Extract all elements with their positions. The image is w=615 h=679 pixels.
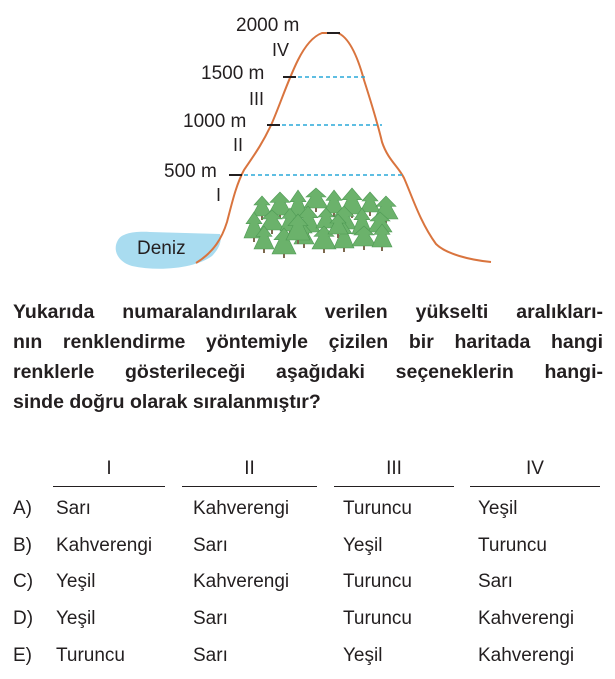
option-b-cell-iv: Turuncu — [478, 535, 547, 556]
question-line: renklerle gösterileceği aşağıdaki seçeneklerin hangi- — [13, 361, 603, 383]
option-a-cell-ii: Kahverengi — [193, 498, 290, 519]
sea-label: Deniz — [137, 238, 186, 259]
column-header-iii: III — [386, 458, 402, 479]
column-header-iv: IV — [526, 458, 544, 479]
option-b-cell-ii: Sarı — [193, 535, 228, 556]
question-line: nın renklendirme yöntemiyle çizilen bir haritada hangi — [13, 331, 603, 353]
option-d-cell-i: Yeşil — [56, 608, 96, 629]
option-c-cell-ii: Kahverengi — [193, 571, 290, 592]
option-letter-c[interactable]: C) — [13, 571, 34, 592]
elevation-label-500: 500 m — [164, 161, 217, 182]
option-c-cell-i: Yeşil — [56, 571, 96, 592]
option-letter-d[interactable]: D) — [13, 608, 34, 629]
option-a-cell-i: Sarı — [56, 498, 91, 519]
option-c-cell-iv: Sarı — [478, 571, 513, 592]
option-d-cell-iii: Turuncu — [343, 608, 412, 629]
option-e-cell-iv: Kahverengi — [478, 645, 575, 666]
option-d-cell-ii: Sarı — [193, 608, 228, 629]
option-letter-e[interactable]: E) — [13, 645, 32, 666]
question-line: Yukarıda numaralandırılarak verilen yükselti aralıkları- — [13, 301, 603, 323]
elevation-label-2000: 2000 m — [236, 15, 300, 36]
column-header-ii: II — [244, 458, 255, 479]
question-text — [13, 297, 603, 417]
option-b-cell-i: Kahverengi — [56, 535, 153, 556]
header-rule — [53, 486, 165, 487]
option-e-cell-i: Turuncu — [56, 645, 125, 666]
elevation-label-1000: 1000 m — [183, 111, 247, 132]
option-a-cell-iii: Turuncu — [343, 498, 412, 519]
option-d-cell-iv: Kahverengi — [478, 608, 575, 629]
elevation-label-1500: 1500 m — [201, 63, 265, 84]
zone-label-iv: IV — [272, 40, 290, 60]
option-e-cell-ii: Sarı — [193, 645, 228, 666]
question-line: sinde doğru olarak sıralanmıştır? — [13, 391, 321, 413]
column-header-i: I — [106, 458, 112, 479]
header-rule — [182, 486, 317, 487]
header-rule — [334, 486, 454, 487]
zone-label-i: I — [216, 185, 222, 205]
option-e-cell-iii: Yeşil — [343, 645, 383, 666]
header-rule — [470, 486, 600, 487]
option-a-cell-iv: Yeşil — [478, 498, 518, 519]
mountain-diagram — [0, 0, 615, 285]
zone-label-ii: II — [233, 135, 244, 155]
forest — [244, 188, 398, 258]
zone-label-iii: III — [249, 89, 265, 109]
option-letter-b[interactable]: B) — [13, 535, 32, 556]
option-c-cell-iii: Turuncu — [343, 571, 412, 592]
option-letter-a[interactable]: A) — [13, 498, 32, 519]
mountain-figure — [0, 0, 615, 285]
option-b-cell-iii: Yeşil — [343, 535, 383, 556]
